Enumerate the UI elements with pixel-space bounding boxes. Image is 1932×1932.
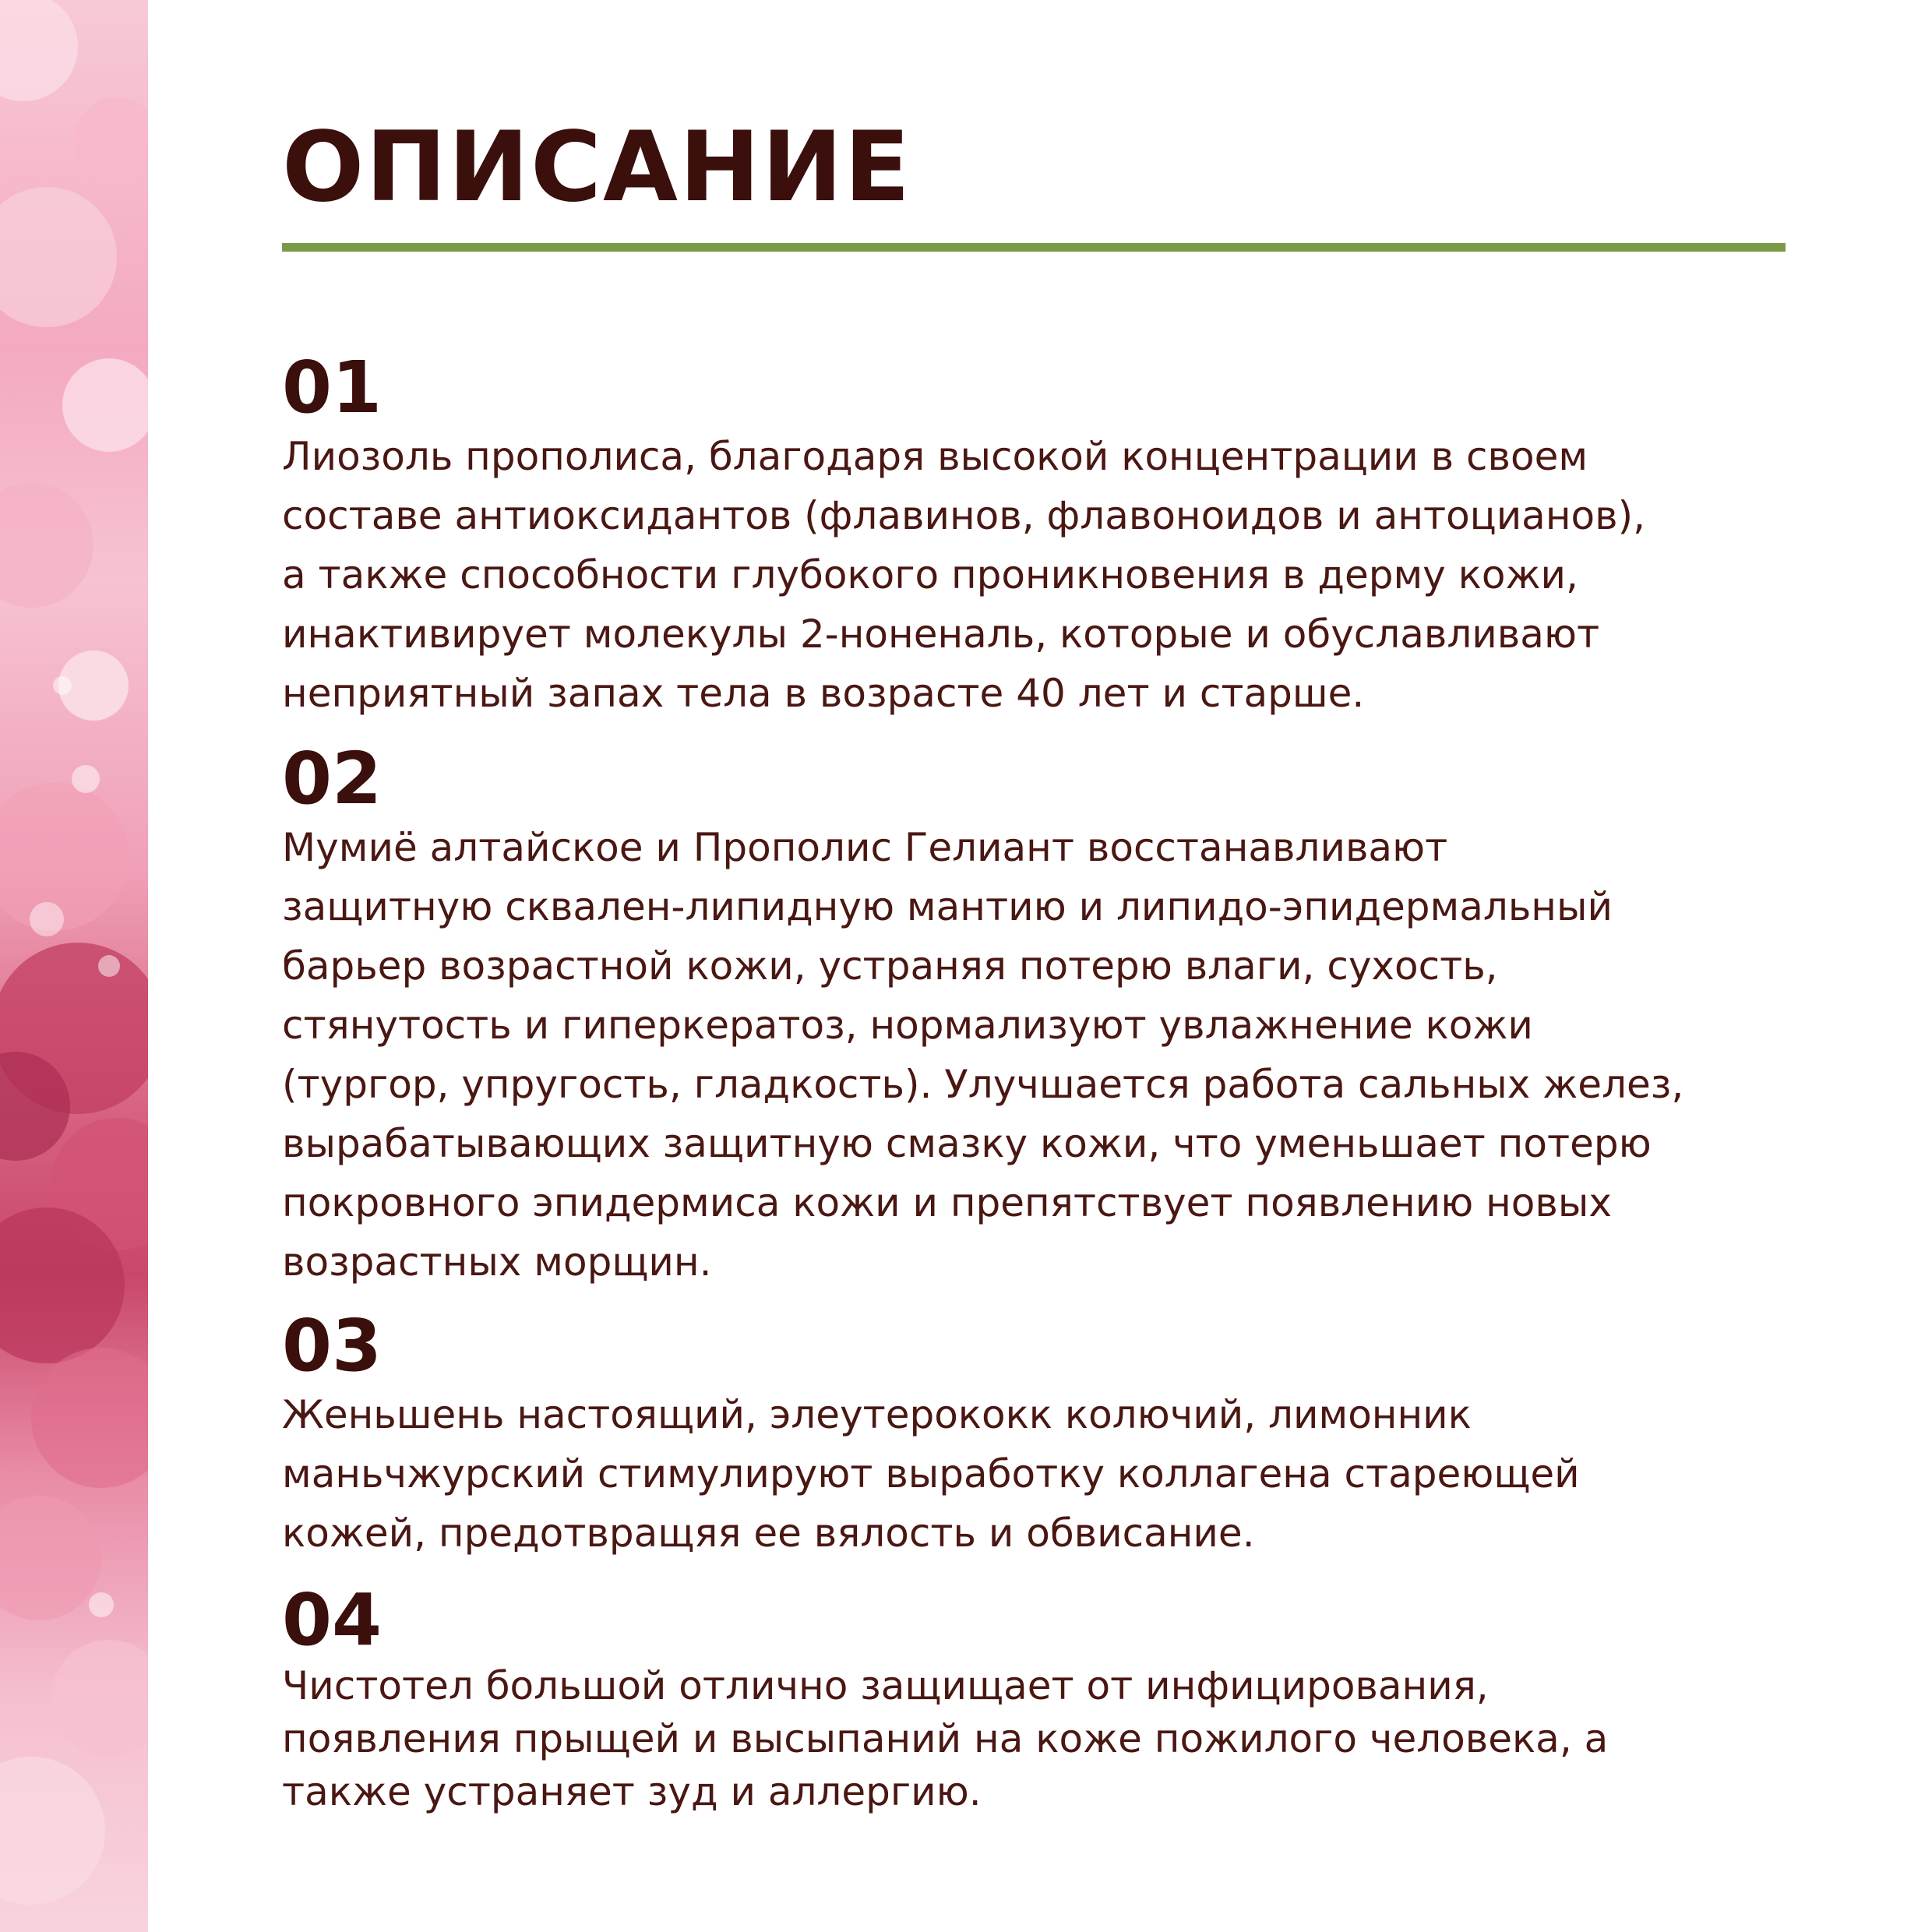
page-title: ОПИСАНИЕ bbox=[282, 111, 912, 224]
title-divider bbox=[282, 243, 1786, 252]
section-text: Лиозоль прополиса, благодаря высокой концентрации в своем составе антиоксидантов (флавинов, флавоноидов и антоцианов), а также способности глубокого проникновения в дерму кожи, инактивирует молекулы 2-ноненаль, которые и обуславливают неприятный запах тела в возрасте 40 лет и старше. bbox=[282, 434, 1645, 716]
description-section-01 bbox=[282, 346, 1786, 723]
section-text: Женьшень настоящий, элеутерококк колючий, лимонник маньчжурский стимулируют выработку коллагена стареющей кожей, предотвращяя ее вялость и обвисание. bbox=[282, 1392, 1580, 1556]
description-section-03 bbox=[282, 1304, 1786, 1563]
section-number: 01 bbox=[282, 346, 383, 429]
description-panel bbox=[282, 0, 1786, 1932]
section-text: Мумиё алтайское и Прополис Гелиант восстанавливают защитную сквален-липидную мантию и липидо-эпидермальный барьер возрастной кожи, устраняя потерю влаги, сухость, стянутость и гиперкератоз, нормализуют увлажнение кожи (тургор, упругость, гладкость). Улучшается работа сальных желез, вырабатывающих защитную смазку кожи, что уменьшает потерю покровного эпидермиса кожи и препятствует появлению новых возрастных морщин. bbox=[282, 825, 1684, 1285]
description-section-02 bbox=[282, 737, 1786, 1292]
section-number: 02 bbox=[282, 737, 383, 820]
section-number: 04 bbox=[282, 1578, 383, 1662]
side-decorative-image bbox=[0, 0, 148, 1932]
description-section-04 bbox=[282, 1578, 1786, 1818]
pink-bubbles-illustration bbox=[0, 0, 148, 1932]
section-text: Чистотел большой отлично защищает от инфицирования, появления прыщей и высыпаний на коже пожилого человека, а также устраняет зуд и аллергию. bbox=[282, 1663, 1609, 1814]
section-number: 03 bbox=[282, 1304, 383, 1387]
